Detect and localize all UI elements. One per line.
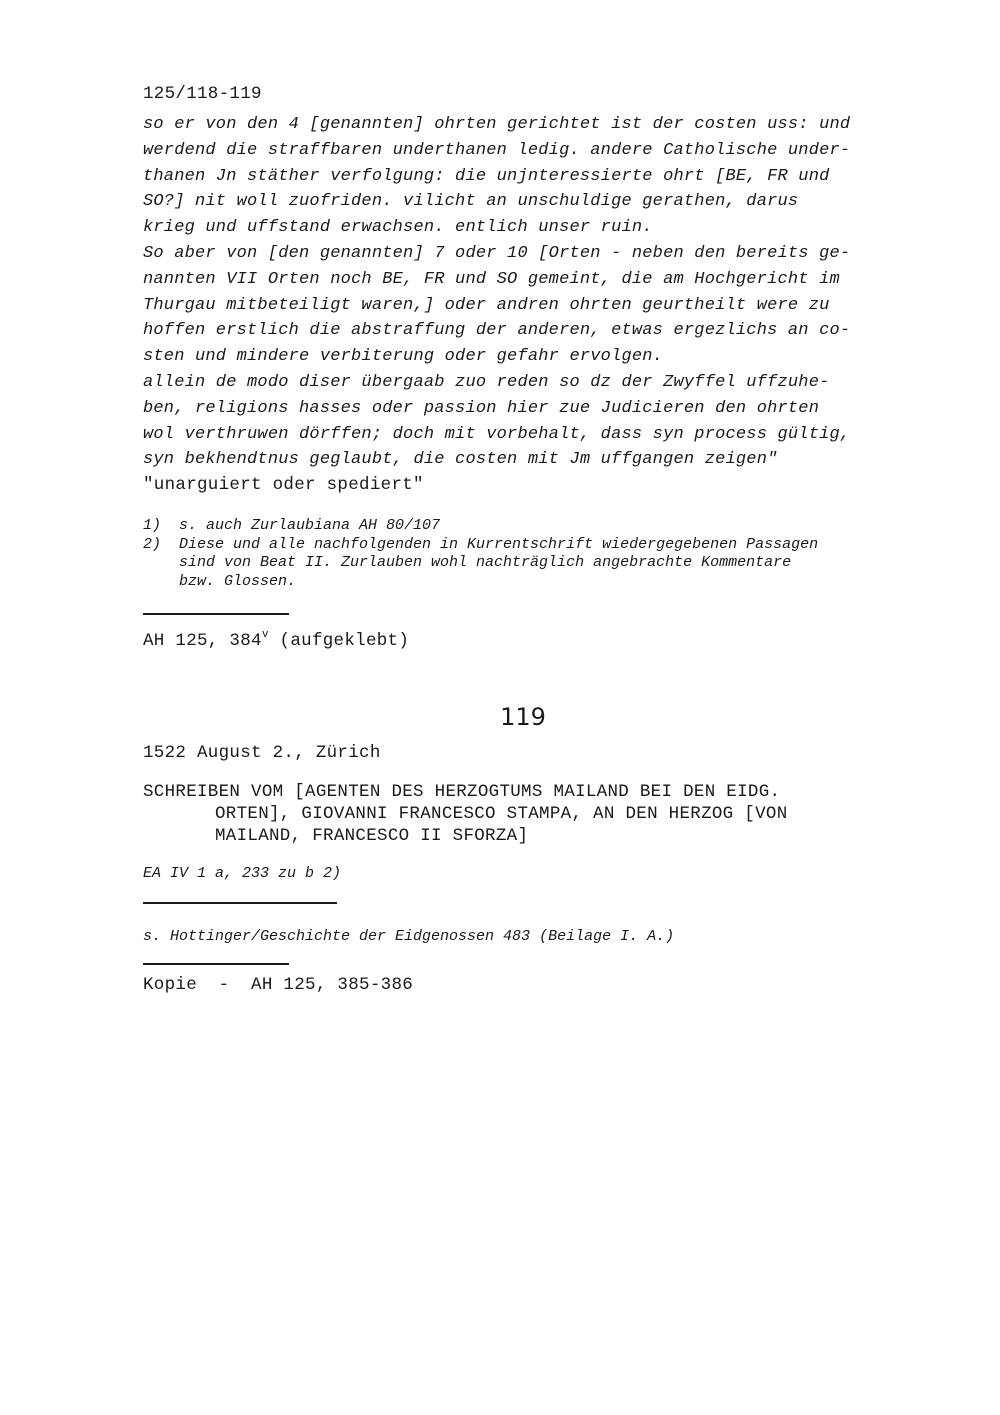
edition-reference: EA IV 1 a, 233 zu b 2) [143, 865, 342, 883]
separator-rule [143, 613, 289, 615]
footnote-number: 1) [143, 517, 162, 535]
title-line: ORTEN], GIOVANNI FRANCESCO STAMPA, AN DEN HERZOG [VON [215, 804, 788, 825]
footnote-line: sind von Beat II. Zurlauben wohl nachträglich angebrachte Kommentare [179, 554, 792, 572]
source-text: AH 125, 384 [143, 631, 262, 652]
body-line: nannten VII Orten noch BE, FR und SO gemeint, die am Hochgericht im [143, 269, 840, 289]
document-title [143, 781, 923, 847]
title-line: MAILAND, FRANCESCO II SFORZA] [215, 826, 529, 847]
body-line: syn bekhendtnus geglaubt, die costen mit Jm uffgangen zeigen" [143, 450, 778, 470]
body-line: krieg und uffstand erwachsen. entlich unser ruin. [143, 218, 653, 238]
document-number: 119 [500, 703, 546, 732]
transcription-body [143, 112, 923, 473]
title-line: SCHREIBEN VOM [AGENTEN DES HERZOGTUMS MAILAND BEI DEN EIDG. [143, 782, 781, 803]
source-suffix: (aufgeklebt) [268, 631, 410, 652]
body-line: wol verthruwen dörffen; doch mit vorbehalt, dass syn process gültig, [143, 424, 851, 444]
verso-marker: v [261, 629, 269, 642]
separator-rule [143, 902, 337, 904]
footnote-line: bzw. Glossen. [179, 572, 297, 590]
body-line: So aber von [den genannten] 7 oder 10 [Orten - neben den bereits ge- [143, 243, 851, 263]
separator-rule [143, 963, 289, 965]
footnotes [143, 517, 923, 591]
document-date: 1522 August 2., Zürich [143, 743, 381, 764]
footnote-line: s. auch Zurlaubiana AH 80/107 [179, 517, 441, 535]
body-line: so er von den 4 [genannten] ohrten gerichtet ist der costen uss: und [143, 115, 851, 134]
body-line: hoffen erstlich die abstraffung der anderen, etwas ergezlichs an co- [143, 321, 851, 341]
literature-reference: s. Hottinger/Geschichte der Eidgenossen 483 (Beilage I. A.) [143, 928, 675, 946]
body-line: thanen Jn stäther verfolgung: die unjnteressierte ohrt [BE, FR und [143, 166, 830, 186]
body-line: allein de modo diser übergaab zuo reden so dz der Zwyffel uffzuhe- [143, 372, 830, 392]
footnote [143, 517, 923, 536]
body-line: SO?] nit woll zuofriden. vilicht an unschuldige gerathen, darus [143, 192, 799, 212]
body-line: Thurgau mitbeteiligt waren,] oder andren ohrten geurtheilt were zu [143, 295, 830, 315]
archive-copy-reference: Kopie - AH 125, 385-386 [143, 975, 414, 996]
quoted-phrase: "unarguiert oder spediert" [143, 475, 424, 496]
footnote-line: Diese und alle nachfolgenden in Kurrentschrift wiedergegebenen Passagen [179, 535, 819, 553]
body-line: sten und mindere verbiterung oder gefahr ervolgen. [143, 347, 664, 367]
document-page [143, 84, 923, 995]
footnote-text [179, 536, 923, 592]
body-line: ben, religions hasses oder passion hier zue Judicieren den ohrten [143, 398, 820, 418]
body-line: werdend die straffbaren underthanen ledig. andere Catholische under- [143, 140, 851, 160]
page-reference: 125/118-119 [143, 84, 262, 104]
footnote [143, 536, 923, 592]
footnote-text [179, 517, 923, 536]
source-reference [143, 629, 923, 651]
footnote-number: 2) [143, 535, 162, 553]
